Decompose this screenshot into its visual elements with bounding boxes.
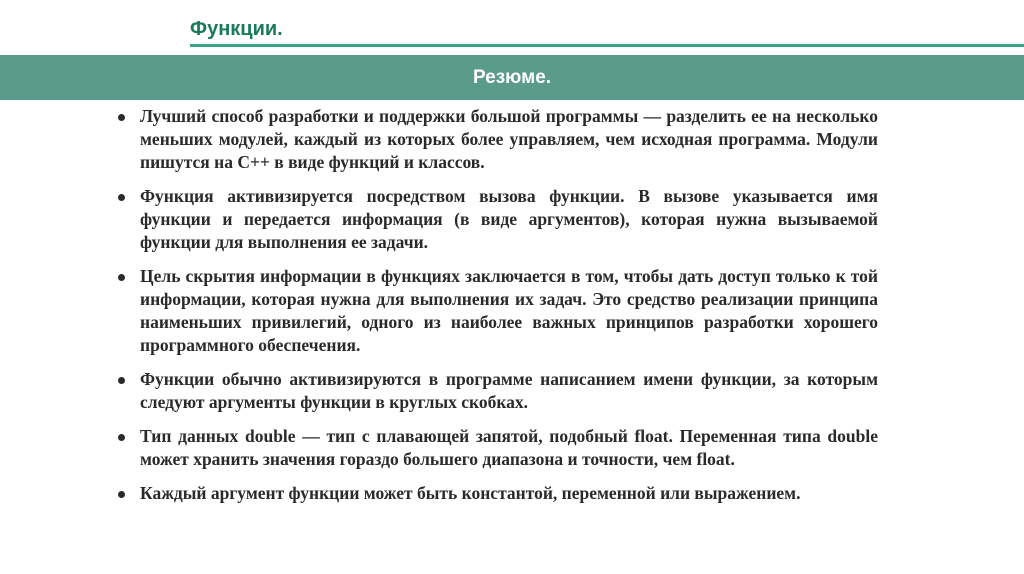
bullet-icon [118,274,125,281]
bullet-icon [118,491,125,498]
summary-item [118,482,878,505]
bullet-icon [118,434,125,441]
summary-content [118,105,878,505]
bullet-icon [118,194,125,201]
summary-item-text: Тип данных double — тип с плавающей запятой, подобный float. Переменная типа double может хранить значения гораздо большего диапазона и точности, чем float. [140,426,878,469]
summary-item-text: Функции обычно активизируются в программе написанием имени функции, за которым следуют аргументы функции в круглых скобках. [140,369,878,412]
slide-title: Функции. [190,18,283,40]
summary-item-text: Каждый аргумент функции может быть константой, переменной или выражением. [140,483,801,503]
summary-list [118,105,878,505]
summary-item-text: Лучший способ разработки и поддержки большой программы — разделить ее на несколько меньших модулей, каждый из которых более управляем, чем исходная программа. Модули пишутся на C++ в виде функций и классов. [140,106,878,172]
title-underline [190,44,1024,47]
summary-item [118,425,878,471]
bullet-icon [118,114,125,121]
section-banner [0,55,1024,100]
section-banner-title: Резюме. [472,66,552,88]
summary-item-text: Цель скрытия информации в функциях заключается в том, чтобы дать доступ только к той информации, которая нужна для выполнения их задач. Это средство реализации принципа наименьших привилегий, одного из наиболее важных принципов разработки хорошего программного обеспечения. [140,266,878,355]
summary-item [118,105,878,174]
bullet-icon [118,377,125,384]
summary-item-text: Функция активизируется посредством вызова функции. В вызове указывается имя функции и передается информация (в виде аргументов), которая нужна вызываемой функции для выполнения ее задачи. [140,186,878,252]
summary-item [118,265,878,357]
summary-item [118,185,878,254]
summary-item [118,368,878,414]
